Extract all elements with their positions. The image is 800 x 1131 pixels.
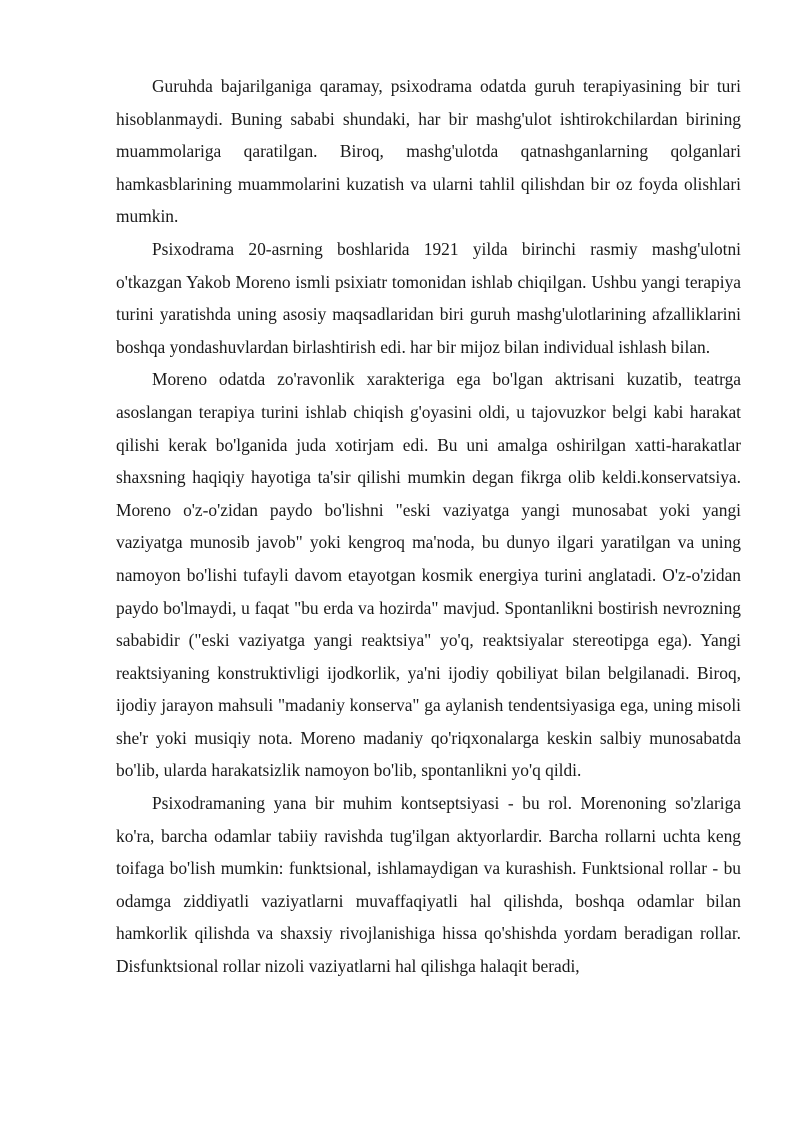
- paragraph-1: Guruhda bajarilganiga qaramay, psixodrama odatda guruh terapiyasining bir turi hisoblanmaydi. Buning sababi shundaki, har bir mashg'ulot ishtirokchilardan birining muammolariga qaratilgan. Biroq, mashg'ulotda qatnashganlarning qolganlari hamkasblarining muammolarini kuzatish va ularni tahlil qilishdan bir oz foyda olishlari mumkin.: [116, 76, 741, 227]
- document-page: [116, 70, 741, 983]
- paragraph-4: Psixodramaning yana bir muhim kontseptsiyasi - bu rol. Morenoning so'zlariga ko'ra, barcha odamlar tabiiy ravishda tug'ilgan aktyorlardir. Barcha rollarni uchta keng toifaga bo'lish mumkin: funktsional, ishlamaydigan va kurashish. Funktsional rollar - bu odamga ziddiyatli vaziyatlarni muvaffaqiyatli hal qilishda, boshqa odamlar bilan hamkorlik qilishda va shaxsiy rivojlanishiga hissa qo'shishda yordam beradigan rollar. Disfunktsional rollar nizoli vaziyatlarni hal qilishga halaqit beradi,: [116, 793, 741, 977]
- paragraph-2: Psixodrama 20-asrning boshlarida 1921 yilda birinchi rasmiy mashg'ulotni o'tkazgan Yakob Moreno ismli psixiatr tomonidan ishlab chiqilgan. Ushbu yangi terapiya turini yaratishda uning asosiy maqsadlaridan biri guruh mashg'ulotlarining afzalliklarini boshqa yondashuvlardan birlashtirish edi. har bir mijoz bilan individual ishlash bilan.: [116, 238, 741, 357]
- paragraph-3: Moreno odatda zo'ravonlik xarakteriga ega bo'lgan aktrisani kuzatib, teatrga asoslangan terapiya turini ishlab chiqish g'oyasini oldi, u tajovuzkor belgi kabi harakat qilishi kerak bo'lganida juda xotirjam edi. Bu uni amalga oshirilgan xatti-harakatlar shaxsning haqiqiy hayotiga ta'sir qilishi mumkin degan fikrga olib keldi.konservatsiya. Moreno o'z-o'zidan paydo bo'lishni "eski vaziyatga yangi munosabat yoki yangi vaziyatga munosib javob" yoki kengroq ma'noda, bu dunyo ilgari yaratilgan va uning namoyon bo'lishi tufayli davom etayotgan kosmik energiya turini anglatadi. O'z-o'zidan paydo bo'lmaydi, u faqat "bu erda va hozirda" mavjud. Spontanlikni bostirish nevrozning sababidir ("eski vaziyatga yangi reaktsiya" yo'q, reaktsiyalar stereotipga ega). Yangi reaktsiyaning konstruktivligi ijodkorlik, ya'ni ijodiy qobiliyat bilan belgilanadi. Biroq, ijodiy jarayon mahsuli "madaniy konserva" ga aylanish tendentsiyasiga ega, uning misoli she'r yoki musiqiy nota. Moreno madaniy qo'riqxonalarga keskin salbiy munosabatda bo'lib, ularda harakatsizlik namoyon bo'lib, spontanlikni yo'q qildi.: [116, 369, 741, 781]
